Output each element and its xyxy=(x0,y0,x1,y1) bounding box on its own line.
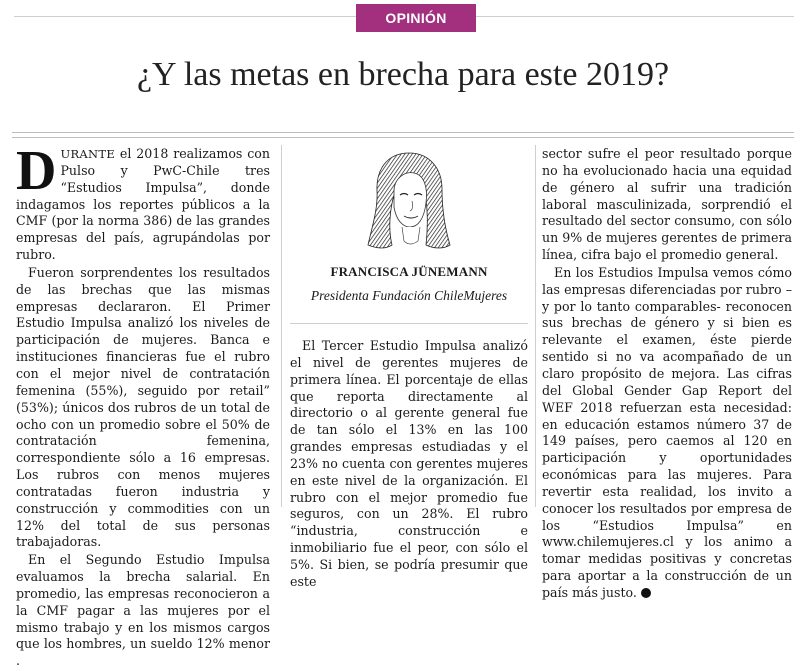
article-column-2 xyxy=(290,338,528,592)
article-column-3 xyxy=(542,146,792,603)
article-paragraph: sector sufre el peor resultado porque no ha evolucionado hacia una equidad de género al sufrir una tradición laboral masculinizada, sorprendió el resultado del sector consumo, con sólo un 9% de mujeres gerentes de primera línea, cifra bajo el promedio general. xyxy=(542,146,792,263)
headline: ¿Y las metas en brecha para este 2019? xyxy=(136,56,670,93)
author-portrait xyxy=(364,149,454,257)
paragraph-text: En los Estudios Impulsa vemos cómo las empresas diferenciadas por rubro –y por lo tanto comparables- reconocen sus brechas de género y si bien es relevante el examen, éste pierde sentido si no va acompañado de un claro propósito de mejora. Las cifras del Global Gender Gap Report del WEF 2018 refuerzan esta necesidad: en educación estamos número 37 de 149 países, pero caemos al 120 en participación y oportunidades económicas para las mujeres. Para revertir esta realidad, los invito a conocer los resultados por empresa de los “Estudios Impulsa” en www.chilemujeres.cl y los animo a tomar medidas positivas y concretas para aportar a la construcción de un país más justo. xyxy=(542,264,792,600)
top-rule-right xyxy=(476,16,794,17)
headline-rule-bottom xyxy=(12,137,794,138)
article-paragraph: En el Segundo Estudio Impulsa evaluamos la brecha salarial. En promedio, las empresas reconocieron a la CMF pagar a las mujeres por el mismo trabajo y en los mismos cargos que los hombres, un sueldo 12% menor . xyxy=(16,552,270,669)
author-divider xyxy=(290,323,528,324)
end-mark-icon: P xyxy=(641,588,651,598)
section-badge: OPINIÓN xyxy=(356,4,476,32)
article-paragraph: El Tercer Estudio Impulsa analizó el nivel de gerentes mujeres de primera línea. El porcentaje de ellas que reporta directamente al directorio o al gerente general fue de tan sólo el 13% en las 100 grandes empresas estudiadas y el 23% no cuenta con gerentes mujeres en este nivel de la organización. El rubro con el mejor promedio fue seguros, con un 28%. El rubro “industria, construcción e inmobiliario fue el peor, con sólo el 5%. Si bien, se podría presumir que este xyxy=(290,338,528,589)
article-paragraph xyxy=(542,265,792,602)
lead-caps: URANTE xyxy=(60,147,116,161)
article-paragraph xyxy=(16,140,270,264)
top-rule-left xyxy=(14,16,356,17)
drop-cap: D xyxy=(16,140,57,202)
author-role: Presidenta Fundación ChileMujeres xyxy=(310,288,508,303)
column-separator xyxy=(281,145,282,507)
paragraph-text: el 2018 realizamos con Pulso y PwC-Chile tres “Estudios Impulsa”, donde indagamos los reportes públicos a la CMF (por la norma 386) de las grandes empresas del país, agrupándolas por rubro. xyxy=(16,146,270,263)
author-name: FRANCISCA JÜNEMANN xyxy=(330,264,488,279)
article-column-1 xyxy=(16,140,270,671)
headline-rule-top xyxy=(12,132,794,133)
column-separator xyxy=(535,145,536,507)
author-box xyxy=(290,145,528,317)
article-paragraph: Fueron sorprendentes los resultados de las brechas que las mismas empresas declararon. El Primer Estudio Impulsa analizó los niveles de participación de mujeres. Banca e instituciones financieras fue el rubro con el mejor nivel de contratación femenina (55%), seguido por retail” (53%); únicos dos rubros de un total de ocho con un promedio sobre el 50% de contratación femenina, correspondiente sólo a 16 empresas. Los rubros con menos mujeres contratadas fueron industria y construcción y commodities con un 12% del total de sus personas trabajadoras. xyxy=(16,264,270,550)
